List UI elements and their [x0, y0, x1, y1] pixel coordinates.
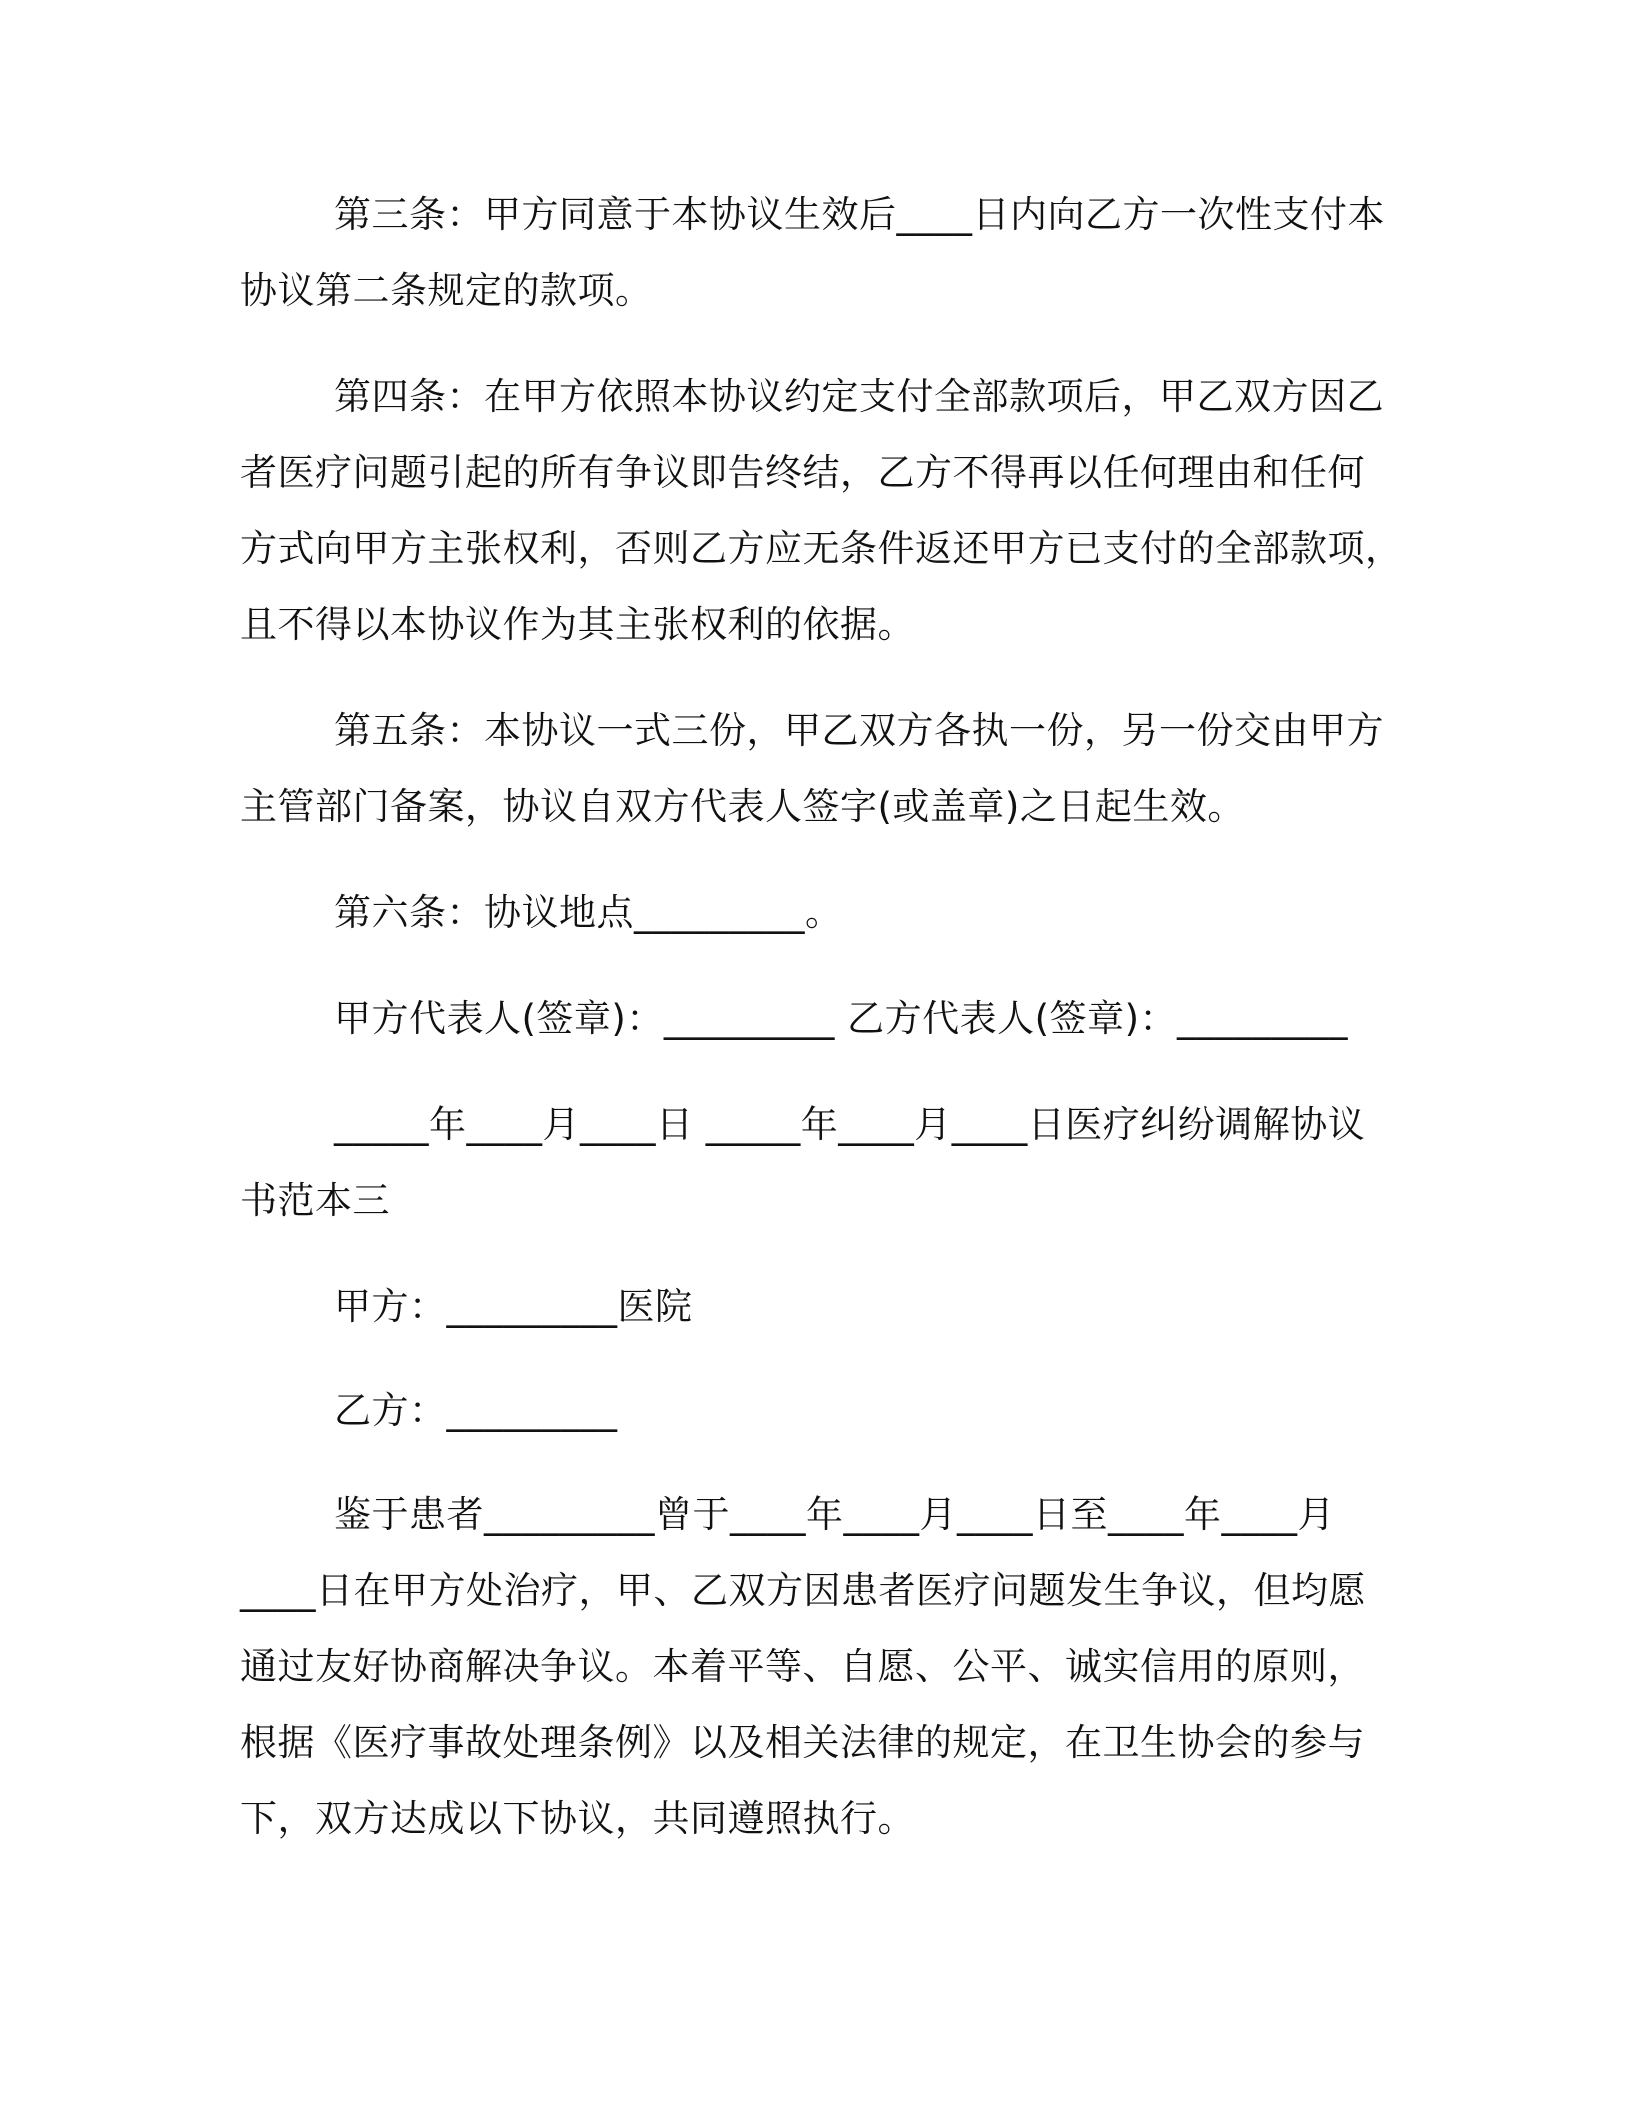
preamble-line-1: 鉴于患者_________曾于____年____月____日至____年____月	[334, 1493, 1335, 1536]
article-3-line-2: 协议第二条规定的款项。	[240, 269, 653, 312]
signatures-line: 甲方代表人(签章)：_________ 乙方代表人(签章)：_________	[334, 997, 1349, 1040]
preamble-line-4: 根据《医疗事故处理条例》以及相关法律的规定，在卫生协会的参与	[240, 1721, 1365, 1764]
article-5-line-1: 第五条：本协议一式三份，甲乙双方各执一份，另一份交由甲方	[334, 709, 1384, 752]
article-4-line-1: 第四条：在甲方依照本协议约定支付全部款项后，甲乙双方因乙	[334, 375, 1384, 418]
article-4-line-2: 者医疗问题引起的所有争议即告终结，乙方不得再以任何理由和任何	[240, 451, 1365, 494]
article-4-line-3: 方式向甲方主张权利，否则乙方应无条件返还甲方已支付的全部款项，	[240, 527, 1403, 570]
party-b-line: 乙方：_________	[334, 1389, 618, 1432]
party-a-line: 甲方：_________医院	[334, 1285, 693, 1328]
preamble-line-3: 通过友好协商解决争议。本着平等、自愿、公平、诚实信用的原则，	[240, 1645, 1365, 1688]
preamble-line-2: ____日在甲方处治疗，甲、乙双方因患者医疗问题发生争议，但均愿	[240, 1569, 1366, 1612]
dates-line: _____年____月____日 _____年____月____日医疗纠纷调解协议	[334, 1103, 1366, 1146]
section-title-tail: 书范本三	[240, 1179, 390, 1222]
article-4-line-4: 且不得以本协议作为其主张权利的依据。	[240, 603, 915, 646]
article-5-line-2: 主管部门备案，协议自双方代表人签字(或盖章)之日起生效。	[240, 785, 1245, 828]
article-6-line-1: 第六条：协议地点_________。	[334, 891, 843, 934]
article-3-line-1: 第三条：甲方同意于本协议生效后____日内向乙方一次性支付本	[334, 193, 1385, 236]
preamble-line-5: 下，双方达成以下协议，共同遵照执行。	[240, 1797, 915, 1840]
